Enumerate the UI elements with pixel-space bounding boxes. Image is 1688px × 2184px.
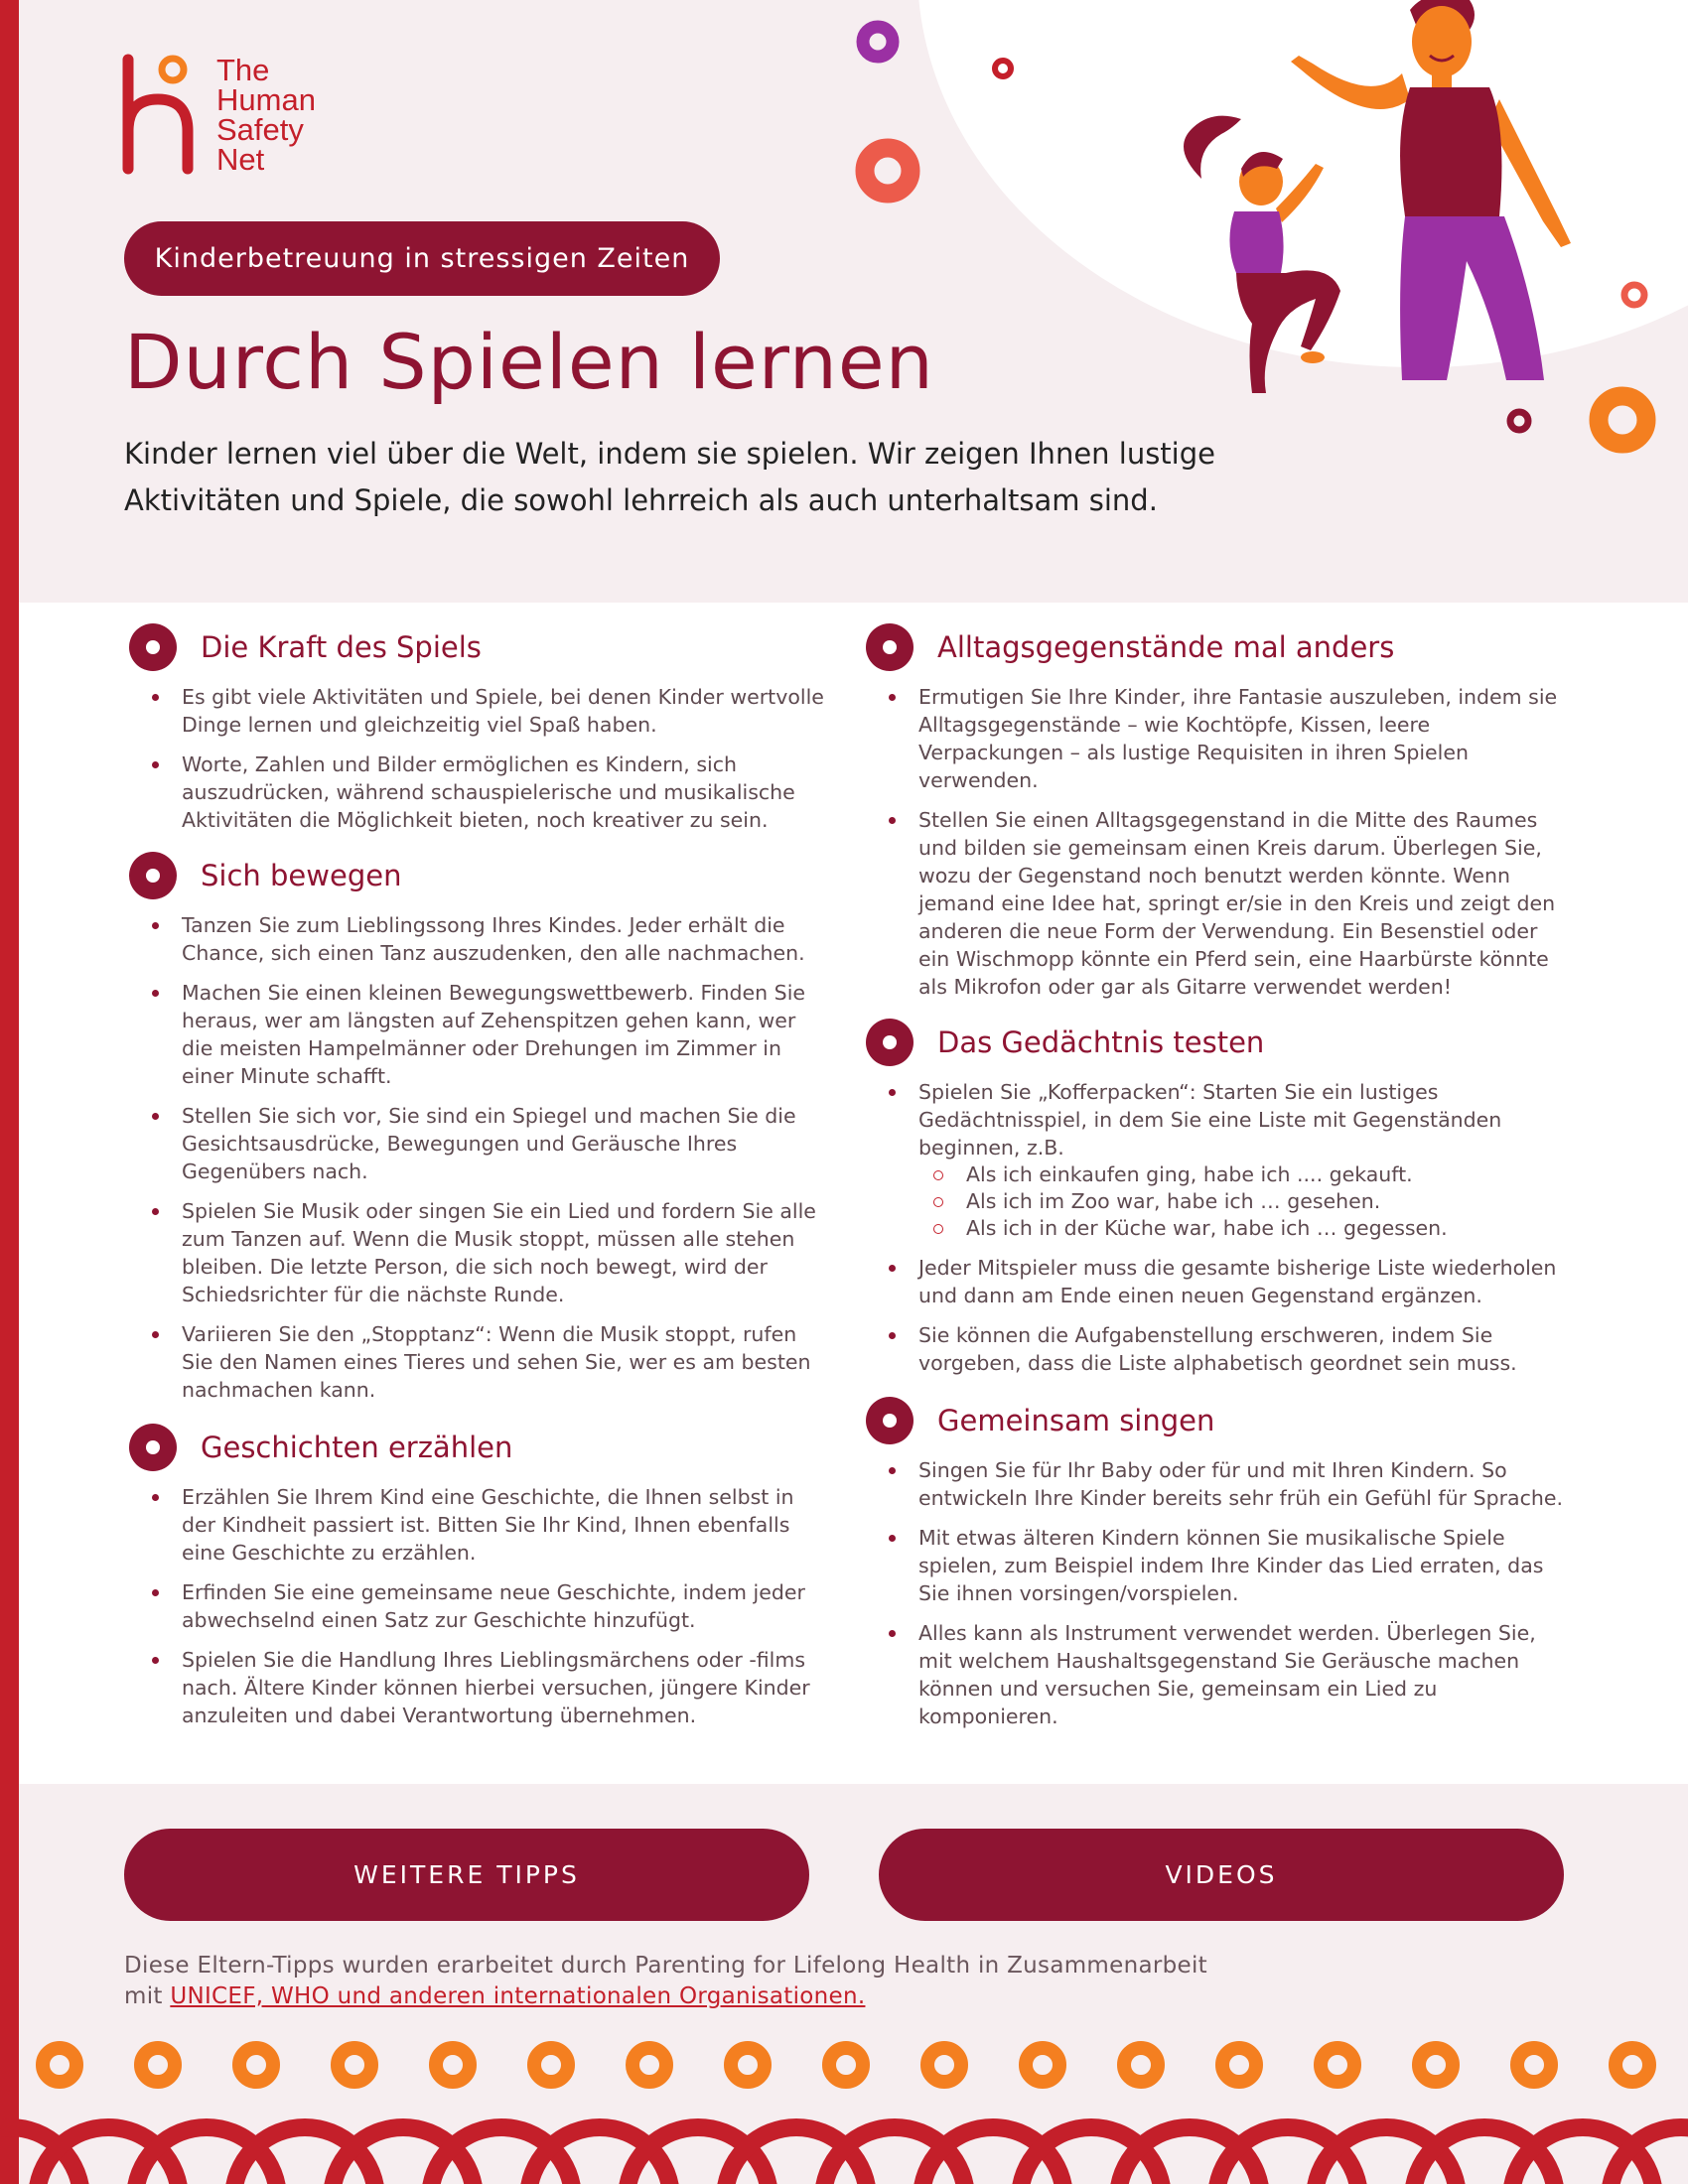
red-dot (995, 61, 1011, 76)
section-bewegen (129, 846, 829, 1404)
list-item: Sie können die Aufgabenstellung erschweren, indem Sie vorgeben, dass die Liste alphabetisch geordnet sein muss. (918, 1321, 1566, 1377)
left-column (129, 617, 829, 1741)
list-item: Machen Sie einen kleinen Bewegungswettbewerb. Finden Sie heraus, wer am längsten auf Zehenspitzen gehen kann, wer die meisten Hampelmänner oder Drehungen im Zimmer in einer Minute schafft. (182, 979, 829, 1090)
orange-ring (829, 2048, 863, 2082)
orange-ring (1026, 2048, 1059, 2082)
orange-ring (927, 2048, 961, 2082)
red-arch-row (0, 2127, 1688, 2184)
child-ponytail (1184, 116, 1241, 179)
target-icon (129, 852, 177, 899)
footer-text-line1: Diese Eltern-Tipps wurden erarbeitet durch Parenting for Lifelong Health in Zusammenarbeit (124, 1953, 1207, 1979)
section-gedaechtnis (866, 1013, 1566, 1377)
adult-arm-left (1291, 56, 1410, 109)
target-icon (866, 1397, 914, 1444)
adult-trousers (1400, 216, 1544, 380)
list-item: Erfinden Sie eine gemeinsame neue Geschichte, indem jeder abwechselnd einen Satz zur Geschichte hinzufügt. (182, 1578, 829, 1634)
section-title: Alltagsgegenstände mal anders (937, 630, 1395, 664)
right-column (866, 617, 1566, 1742)
list-item: Es gibt viele Aktivitäten und Spiele, bei denen Kinder wertvolle Dinge lernen und gleichzeitig viel Spaß haben. (182, 683, 829, 739)
section-singen (866, 1391, 1566, 1730)
orange-ring (1321, 2048, 1354, 2082)
list-item: Stellen Sie sich vor, Sie sind ein Spiegel und machen Sie die Gesichtsausdrücke, Bewegungen und Geräusche Ihres Gegenübers nach. (182, 1102, 829, 1185)
list-item: Spielen Sie die Handlung Ihres Lieblingsmärchens oder -films nach. Ältere Kinder können hierbei versuchen, jüngere Kinder anzuleiten und dabei Verantwortung übernehmen. (182, 1646, 829, 1729)
orange-ring (239, 2048, 273, 2082)
section-kraft (129, 617, 829, 834)
list-item: Singen Sie für Ihr Baby oder für und mit Ihren Kindern. So entwickeln Ihre Kinder bereits sehr früh ein Gefühl für Sprache. (918, 1456, 1566, 1512)
orange-ring (1222, 2048, 1256, 2082)
list-item: Jeder Mitspieler muss die gesamte bisherige Liste wiederholen und dann am Ende einen neuen Gegenstand ergänzen. (918, 1254, 1566, 1309)
target-icon (129, 1424, 177, 1471)
section-geschichten (129, 1418, 829, 1729)
list-item: Variieren Sie den „Stopptanz“: Wenn die Musik stoppt, rufen Sie den Namen eines Tieres und sehen Sie, wer es am besten nachmachen kann. (182, 1320, 829, 1404)
orange-ring (1599, 396, 1646, 444)
list-item: Stellen Sie einen Alltagsgegenstand in die Mitte des Raumes und bilden sie gemeinsam einen Kreis darum. Überlegen Sie, wozu der Gegenstand noch benutzt werden könnte. Wenn jemand eine Idee hat, springt er/sie in den Kreis und zeigt den anderen die neue Form der Verwendung. Ein Besenstiel oder ein Wischmopp könnte ein Pferd sein, eine Haarbürste könnte als Mikrofon oder gar als Gitarre verwendet werden! (918, 806, 1566, 1001)
brand-logo (119, 52, 357, 181)
sub-list-item: Als ich in der Küche war, habe ich … gegessen. (966, 1215, 1566, 1242)
category-pill: Kinderbetreuung in stressigen Zeiten (124, 221, 720, 296)
organizations-link[interactable]: UNICEF, WHO und anderen internationalen Organisationen. (170, 1983, 866, 2009)
page-title: Durch Spielen lernen (124, 318, 934, 406)
maroon-dot (1510, 412, 1528, 430)
adult-face (1412, 6, 1472, 77)
orange-ring (338, 2048, 371, 2082)
purple-ring (863, 27, 893, 57)
list-item (918, 1078, 1566, 1242)
footer-credit (124, 1951, 1564, 2012)
orange-ring (436, 2048, 470, 2082)
list-item: Ermutigen Sie Ihre Kinder, ihre Fantasie auszuleben, indem sie Alltagsgegenstände – wie Kochtöpfe, Kissen, leere Verpackungen – als lustige Requisiten in ihren Spielen verwenden. (918, 683, 1566, 794)
child-foot (1301, 351, 1325, 363)
orange-ring (43, 2048, 76, 2082)
section-title: Geschichten erzählen (201, 1431, 513, 1464)
section-title: Sich bewegen (201, 859, 402, 892)
orange-ring (141, 2048, 175, 2082)
orange-ring-row (43, 2048, 1649, 2082)
target-icon (866, 623, 914, 671)
target-icon (129, 623, 177, 671)
orange-ring (633, 2048, 666, 2082)
sub-list-item: Als ich im Zoo war, habe ich … gesehen. (966, 1188, 1566, 1215)
sub-list-item: Als ich einkaufen ging, habe ich .... gekauft. (966, 1161, 1566, 1188)
child-legs (1236, 270, 1340, 393)
list-item: Erzählen Sie Ihrem Kind eine Geschichte, die Ihnen selbst in der Kindheit passiert ist. Bitten Sie Ihr Kind, Ihnen ebenfalls eine Geschichte zu erzählen. (182, 1483, 829, 1567)
logo-mark-icon (119, 52, 209, 181)
hero-illustration (1072, 0, 1628, 397)
list-item: Mit etwas älteren Kindern können Sie musikalische Spiele spielen, zum Beispiel indem Ihre Kinder das Lied erraten, das Sie ihnen vorsingen/vorspielen. (918, 1524, 1566, 1607)
orange-ring (731, 2048, 765, 2082)
footer-text-prefix: mit (124, 1983, 171, 2009)
orange-ring (1517, 2048, 1551, 2082)
section-alltag (866, 617, 1566, 1001)
more-tips-button[interactable]: WEITERE TIPPS (124, 1829, 809, 1921)
section-title: Gemeinsam singen (937, 1404, 1215, 1437)
child-shirt (1229, 211, 1283, 273)
section-title: Das Gedächtnis testen (937, 1025, 1265, 1059)
child-arm (1276, 164, 1324, 222)
list-item: Spielen Sie Musik oder singen Sie ein Lied und fordern Sie alle zum Tanzen auf. Wenn die Musik stoppt, müssen alle stehen bleiben. Die letzte Person, die sich noch bewegt, wird der Schiedsrichter für die nächste Runde. (182, 1197, 829, 1308)
orange-ring (1419, 2048, 1453, 2082)
orange-ring (1616, 2048, 1649, 2082)
intro-text: Kinder lernen viel über die Welt, indem sie spielen. Wir zeigen Ihnen lustige Aktivitäten und Spiele, die sowohl lehrreich als auch unterhaltsam sind. (124, 437, 1215, 517)
coral-ring (865, 148, 911, 194)
footer-pattern (0, 2030, 1688, 2184)
target-icon (866, 1019, 914, 1066)
brand-name: The Human Safety Net (216, 53, 316, 177)
adult-top (1400, 87, 1501, 216)
list-item: Tanzen Sie zum Lieblingssong Ihres Kindes. Jeder erhält die Chance, sich einen Tanz auszudenken, den alle nachmachen. (182, 911, 829, 967)
videos-button[interactable]: VIDEOS (879, 1829, 1564, 1921)
list-item-text: Spielen Sie „Kofferpacken“: Starten Sie ein lustiges Gedächtnisspiel, in dem Sie eine Liste mit Gegenständen beginnen, z.B. (918, 1080, 1502, 1160)
orange-ring (1124, 2048, 1158, 2082)
list-item: Worte, Zahlen und Bilder ermöglichen es Kindern, sich auszudrücken, während schauspielerische und musikalische Aktivitäten die Möglichkeit bieten, noch kreativer zu sein. (182, 751, 829, 834)
list-item: Alles kann als Instrument verwendet werden. Überlegen Sie, mit welchem Haushaltsgegenstand Sie Geräusche machen können und versuchen Sie, gemeinsam ein Lied zu komponieren. (918, 1619, 1566, 1730)
section-title: Die Kraft des Spiels (201, 630, 482, 664)
orange-ring (534, 2048, 568, 2082)
